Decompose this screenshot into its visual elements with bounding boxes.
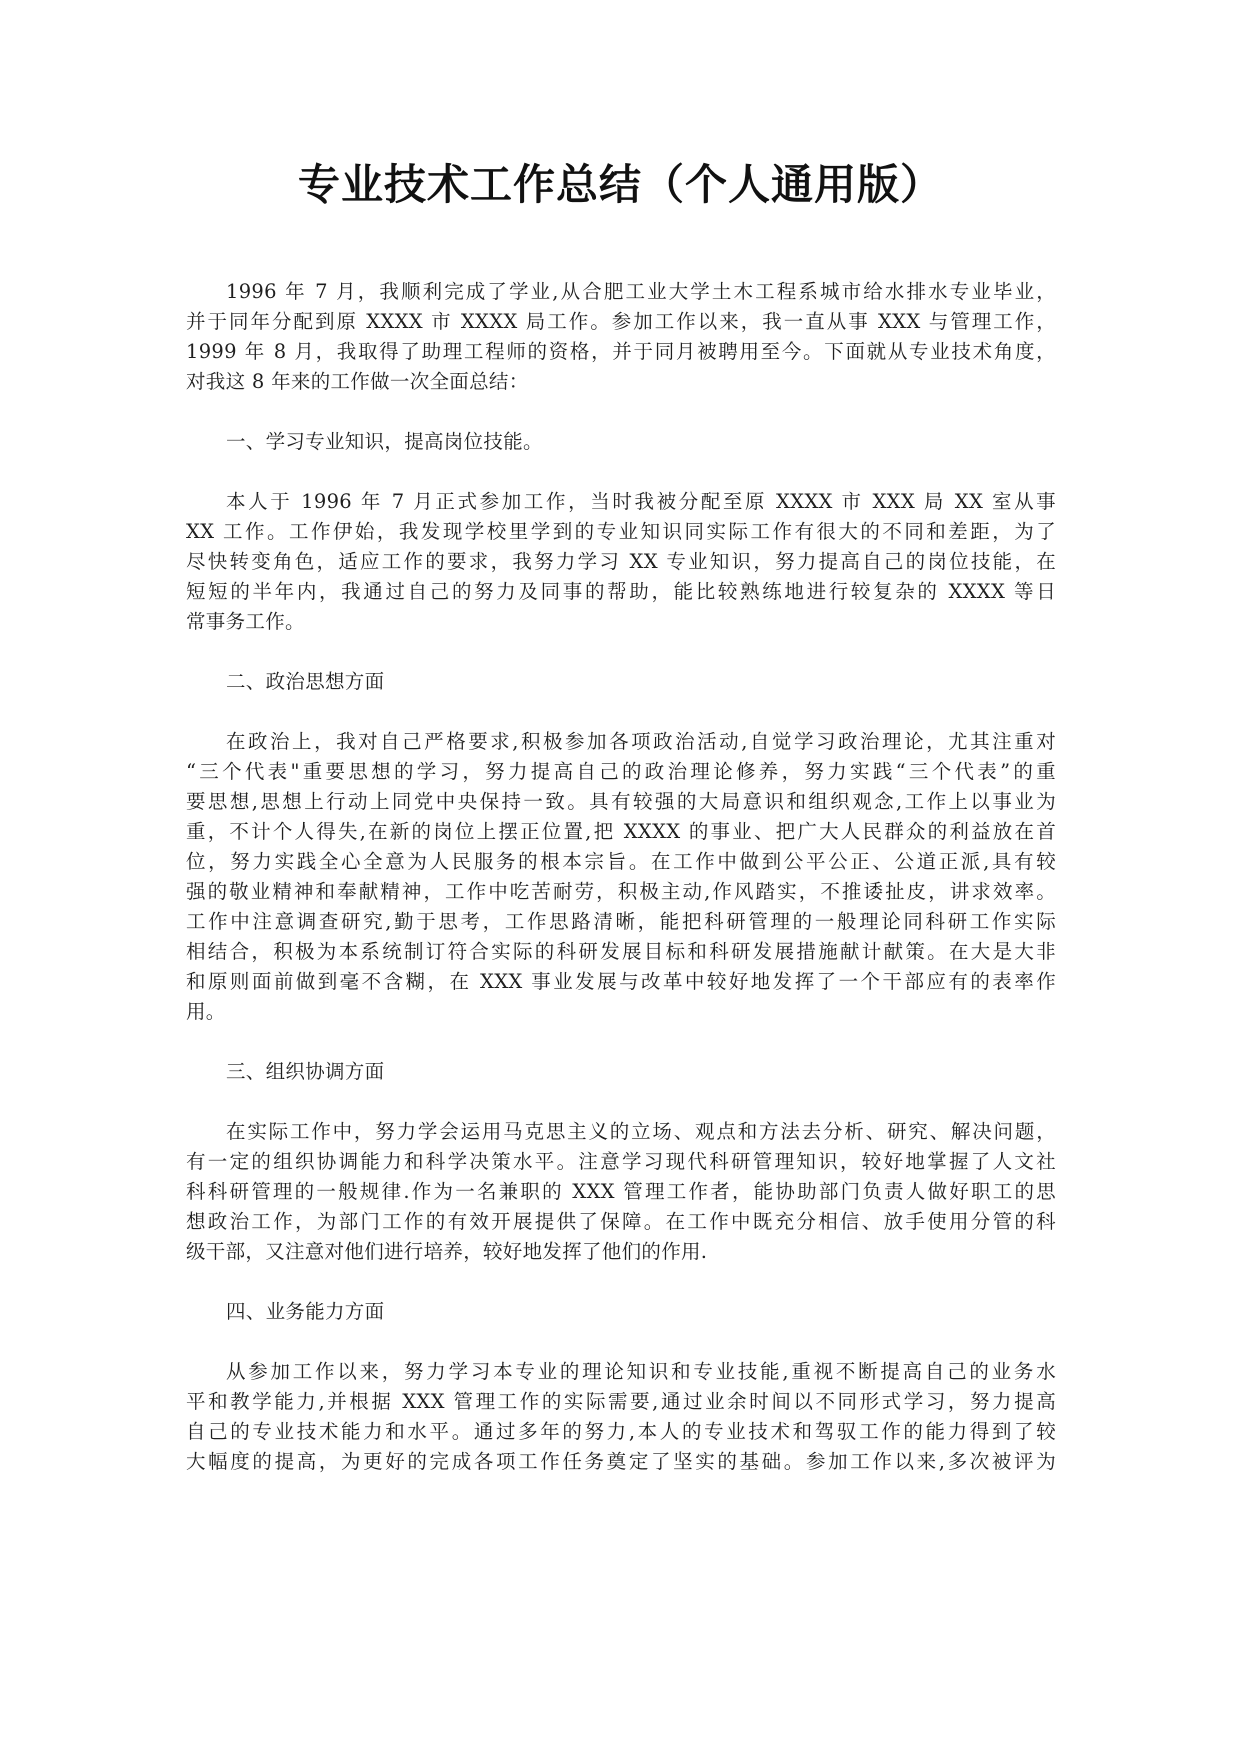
paragraph-line: 用。	[186, 1000, 226, 1023]
paragraph-line: 1996 年 7 月，我顺利完成了学业,从合肥工业大学土木工程系城市给水排水专业毕业，	[226, 280, 1056, 303]
section-heading: 三、组织协调方面	[226, 1060, 385, 1083]
paragraph-line: 1999 年 8 月，我取得了助理工程师的资格，并于同月被聘用至今。下面就从专业技术角度，	[186, 340, 1056, 363]
paragraph-line: 从参加工作以来，努力学习本专业的理论知识和专业技能,重视不断提高自己的业务水	[226, 1360, 1056, 1383]
paragraph-line: 本人于 1996 年 7 月正式参加工作，当时我被分配至原 XXXX 市 XXX 局 XX 室从事	[226, 490, 1056, 513]
paragraph-line: 级干部，又注意对他们进行培养，较好地发挥了他们的作用.	[186, 1240, 708, 1263]
paragraph-line: 对我这 8 年来的工作做一次全面总结：	[186, 370, 529, 393]
paragraph-line: 常事务工作。	[186, 610, 305, 633]
section-paragraph	[186, 1357, 1056, 1477]
section-paragraph	[186, 1117, 1056, 1267]
section-heading: 二、政治思想方面	[226, 670, 385, 693]
paragraph-line: 大幅度的提高，为更好的完成各项工作任务奠定了坚实的基础。参加工作以来,多次被评为	[186, 1450, 1056, 1473]
paragraph-line: 强的敬业精神和奉献精神，工作中吃苦耐劳，积极主动,作风踏实，不推诿扯皮，讲求效率。	[186, 880, 1056, 903]
paragraph-line: 位，努力实践全心全意为人民服务的根本宗旨。在工作中做到公平公正、公道正派,具有较	[186, 850, 1056, 873]
section-paragraph	[186, 727, 1056, 1027]
document-title: 专业技术工作总结（个人通用版）	[297, 160, 943, 209]
paragraph-line: 自己的专业技术能力和水平。通过多年的努力,本人的专业技术和驾驭工作的能力得到了较	[186, 1420, 1056, 1443]
paragraph-line: 平和教学能力,并根据 XXX 管理工作的实际需要,通过业余时间以不同形式学习，努力提高	[186, 1390, 1056, 1413]
paragraph-line: 相结合，积极为本系统制订符合实际的科研发展目标和科研发展措施献计献策。在大是大非	[186, 940, 1056, 963]
document-body	[186, 277, 1056, 1477]
paragraph-line: “三个代表"重要思想的学习，努力提高自己的政治理论修养，努力实践“三个代表”的重	[186, 760, 1056, 783]
paragraph-line: 重，不计个人得失,在新的岗位上摆正位置,把 XXXX 的事业、把广大人民群众的利益放在首	[186, 820, 1056, 843]
section-paragraph	[186, 487, 1056, 637]
paragraph-line: 在实际工作中，努力学会运用马克思主义的立场、观点和方法去分析、研究、解决问题，	[226, 1120, 1056, 1143]
paragraph-line: 和原则面前做到毫不含糊，在 XXX 事业发展与改革中较好地发挥了一个干部应有的表率作	[186, 970, 1056, 993]
paragraph-line: 尽快转变角色，适应工作的要求，我努力学习 XX 专业知识，努力提高自己的岗位技能，在	[186, 550, 1056, 573]
paragraph-line: 并于同年分配到原 XXXX 市 XXXX 局工作。参加工作以来，我一直从事 XXX 与管理工作，	[186, 310, 1056, 333]
paragraph-line: 工作中注意调查研究,勤于思考，工作思路清晰，能把科研管理的一般理论同科研工作实际	[186, 910, 1056, 933]
section-heading: 一、学习专业知识，提高岗位技能。	[226, 430, 543, 453]
paragraph-line: 有一定的组织协调能力和科学决策水平。注意学习现代科研管理知识，较好地掌握了人文社	[186, 1150, 1056, 1173]
paragraph-line: 要思想,思想上行动上同党中央保持一致。具有较强的大局意识和组织观念,工作上以事业为	[186, 790, 1056, 813]
paragraph-line: 短短的半年内，我通过自己的努力及同事的帮助，能比较熟练地进行较复杂的 XXXX 等日	[186, 580, 1056, 603]
paragraph-line: XX 工作。工作伊始，我发现学校里学到的专业知识同实际工作有很大的不同和差距，为了	[186, 520, 1056, 543]
intro-paragraph	[186, 277, 1056, 397]
paragraph-line: 在政治上，我对自己严格要求,积极参加各项政治活动,自觉学习政治理论，尤其注重对	[226, 730, 1056, 753]
section-heading: 四、业务能力方面	[226, 1300, 385, 1323]
paragraph-line: 想政治工作，为部门工作的有效开展提供了保障。在工作中既充分相信、放手使用分管的科	[186, 1210, 1056, 1233]
paragraph-line: 科科研管理的一般规律.作为一名兼职的 XXX 管理工作者，能协助部门负责人做好职工的思	[186, 1180, 1056, 1203]
